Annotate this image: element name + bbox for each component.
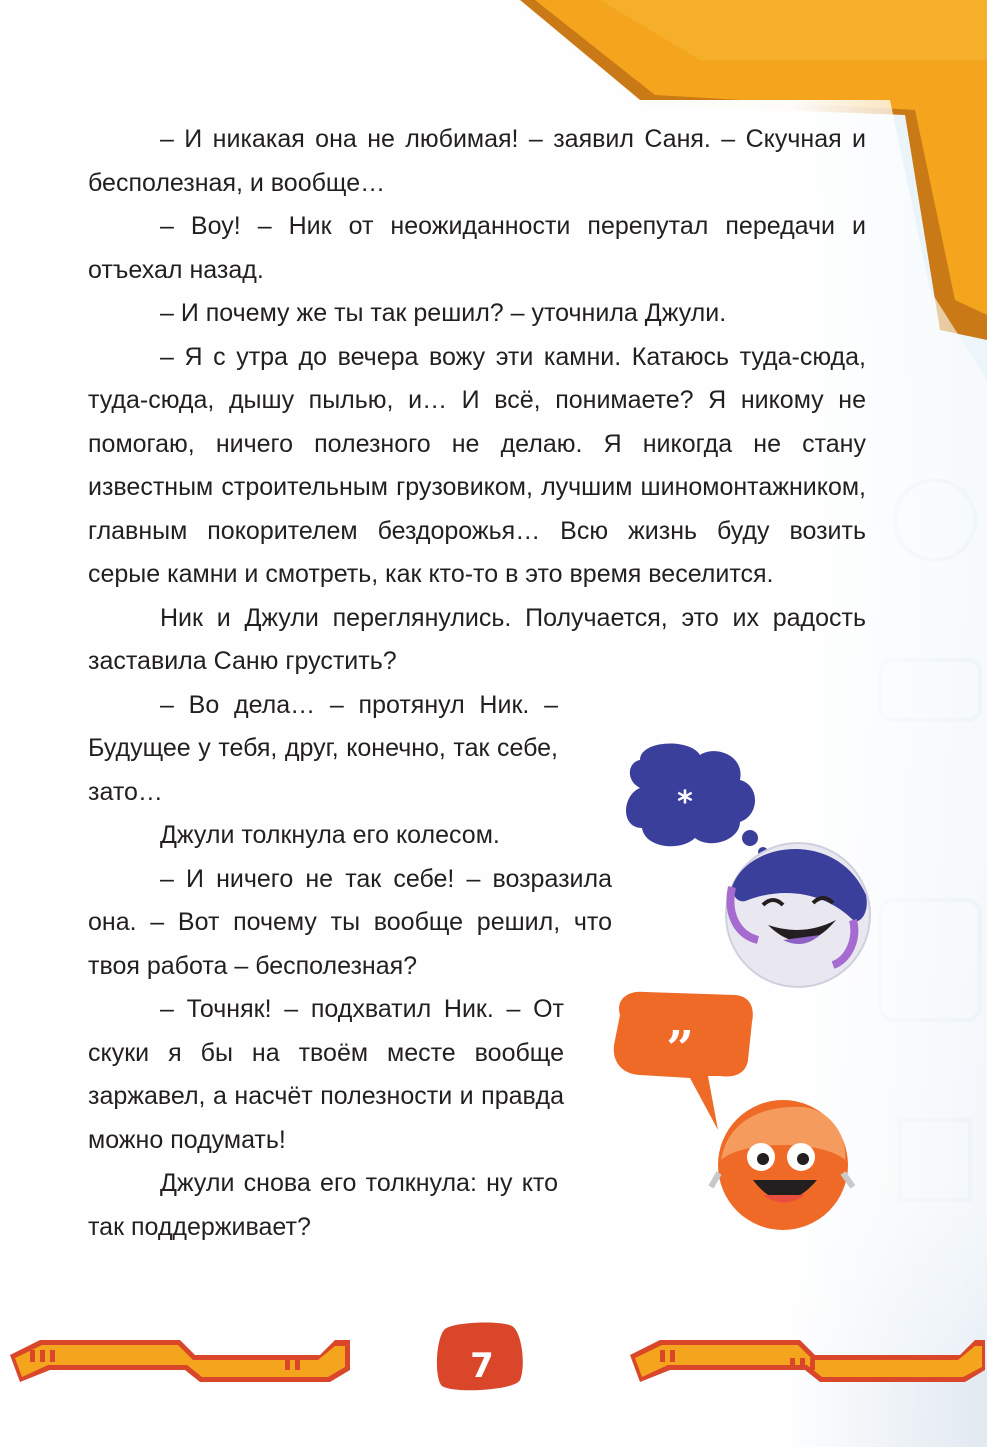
paragraph: – И никакая она не любимая! – заявил Саня. – Скучная и бесполезная, и вообще… [88, 125, 866, 197]
paragraph: – Точняк! – подхватил Ник. – От скуки я бы на твоём месте вообще заржавел, а насчёт полезности и правда можно подумать! [88, 995, 564, 1154]
paragraph: – И почему же ты так решил? – уточнила Джули. [160, 299, 727, 327]
paragraph: – Во дела… – протянул Ник. – Будущее у тебя, друг, конечно, так себе, зато… [88, 690, 558, 806]
story-text [88, 118, 866, 1249]
svg-text:”: ” [666, 1021, 694, 1077]
paragraph: Джули толкнула его колесом. [160, 821, 500, 849]
page-number: 7 [470, 1346, 494, 1386]
svg-text:*: * [677, 785, 693, 820]
paragraph: – Я с утра до вечера вожу эти камни. Катаюсь туда-сюда, туда-сюда, дышу пылью, и… И всё, понимаете? Я никому не помогаю, ничего полезного не делаю. Я никогда не стану известным строительным грузовиком, лучшим шиномонтажником, главным покорителем бездорожья… Всю жизнь буду возить серые камни и смотреть, как кто-то в это время веселится. [88, 342, 866, 588]
paragraph: – Воу! – Ник от неожиданности перепутал передачи и отъехал назад. [88, 212, 866, 284]
paragraph: Ник и Джули переглянулись. Получается, это их радость заставила Саню грустить? [88, 603, 866, 675]
paragraph: – И ничего не так себе! – возразила она. – Вот почему ты вообще решил, что твоя работа – бесполезная? [88, 864, 612, 980]
paragraph: Джули снова его толкнула: ну кто так поддерживает? [88, 1169, 558, 1241]
